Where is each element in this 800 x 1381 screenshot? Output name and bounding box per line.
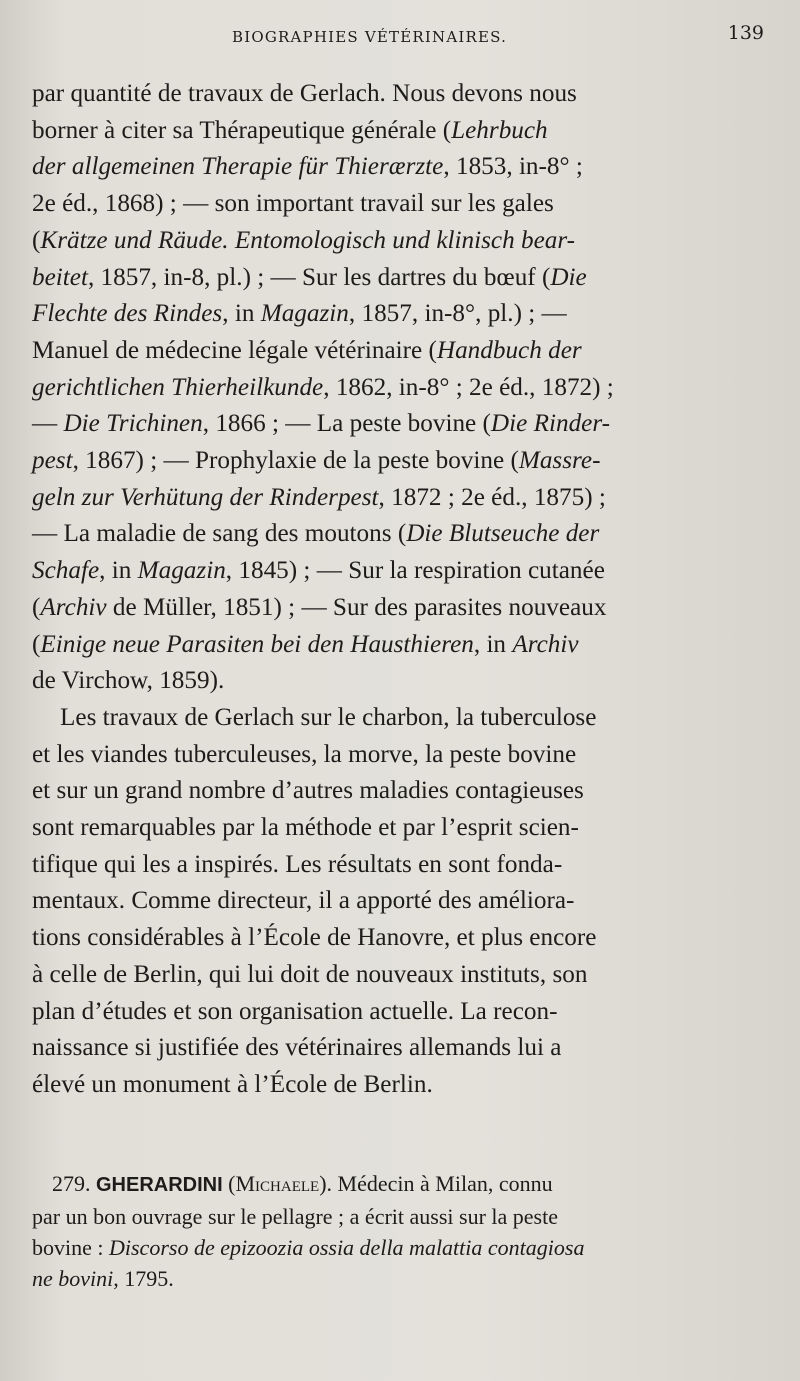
text-line: élevé un monument à l’École de Berlin. — [32, 1070, 433, 1098]
body-text — [32, 76, 767, 1294]
text-line: 2e éd., 1868) ; — son important travail sur les gales — [32, 190, 554, 218]
entry-number: 279. — [52, 1170, 96, 1196]
text-line: naissance si justifiée des vétérinaires allemands lui a — [32, 1034, 562, 1062]
text-line: beitet, 1857, in-8, pl.) ; — Sur les dartres du bœuf (Die — [32, 263, 587, 291]
text-line: sont remarquables par la méthode et par l’esprit scien- — [32, 814, 579, 842]
running-head-title: BIOGRAPHIES VÉTÉRINAIRES. — [232, 28, 508, 46]
page-number: 139 — [727, 22, 764, 44]
paragraph-gerlach-works — [32, 76, 767, 700]
entry-279-gherardini — [32, 1168, 767, 1294]
paragraph-gerlach-legacy — [32, 700, 767, 1104]
text-line: Flechte des Rindes, in Magazin, 1857, in-8°, pl.) ; — — [32, 300, 567, 328]
text-line: Schafe, in Magazin, 1845) ; — Sur la respiration cutanée — [32, 557, 605, 585]
entry-name: GHERARDINI — [96, 1173, 223, 1196]
text-line: mentaux. Comme directeur, il a apporté des améliora- — [32, 887, 575, 915]
text-line: et les viandes tuberculeuses, la morve, la peste bovine — [32, 740, 577, 768]
text-line: — La maladie de sang des moutons (Die Blutseuche der — [32, 520, 600, 548]
text-line: plan d’études et son organisation actuelle. La recon- — [32, 997, 558, 1025]
text-line: bovine : Discorso de epizoozia ossia della malattia contagiosa — [32, 1234, 585, 1260]
text-line: par un bon ouvrage sur le pellagre ; a écrit aussi sur la peste — [32, 1203, 558, 1229]
entry-given-name: Michaele — [235, 1170, 320, 1196]
text-line: borner à citer sa Thérapeutique générale (Lehrbuch — [32, 116, 548, 144]
text-line: à celle de Berlin, qui lui doit de nouveaux instituts, son — [32, 960, 588, 988]
text-line: tions considérables à l’École de Hanovre, et plus encore — [32, 924, 597, 952]
text-line: — Die Trichinen, 1866 ; — La peste bovine (Die Rinder- — [32, 410, 611, 438]
text-line: Les travaux de Gerlach sur le charbon, la tuberculose — [60, 703, 597, 731]
text-line: (Archiv de Müller, 1851) ; — Sur des parasites nouveaux — [32, 593, 607, 621]
text-line: (Einige neue Parasiten bei den Hausthieren, in Archiv — [32, 630, 579, 658]
text-line: geln zur Verhütung der Rinderpest, 1872 ; 2e éd., 1875) ; — [32, 483, 606, 511]
text-line: ne bovini, 1795. — [32, 1265, 174, 1291]
text-line: Manuel de médecine légale vétérinaire (Handbuch der — [32, 336, 582, 364]
text-line: de Virchow, 1859). — [32, 667, 225, 695]
text-line: (Krätze und Räude. Entomologisch und klinisch bear- — [32, 226, 576, 254]
running-head — [0, 22, 800, 58]
text-line: 279. GHERARDINI (Michaele). Médecin à Milan, connu — [52, 1170, 553, 1196]
text-line: der allgemeinen Therapie für Thierærzte, 1853, in-8° ; — [32, 153, 583, 181]
text-line: et sur un grand nombre d’autres maladies contagieuses — [32, 777, 584, 805]
text-line: pest, 1867) ; — Prophylaxie de la peste bovine (Massre- — [32, 447, 601, 475]
text-line: tifique qui les a inspirés. Les résultats en sont fonda- — [32, 850, 563, 878]
text-line: par quantité de travaux de Gerlach. Nous devons nous — [32, 80, 577, 107]
text-line: gerichtlichen Thierheilkunde, 1862, in-8° ; 2e éd., 1872) ; — [32, 373, 614, 401]
